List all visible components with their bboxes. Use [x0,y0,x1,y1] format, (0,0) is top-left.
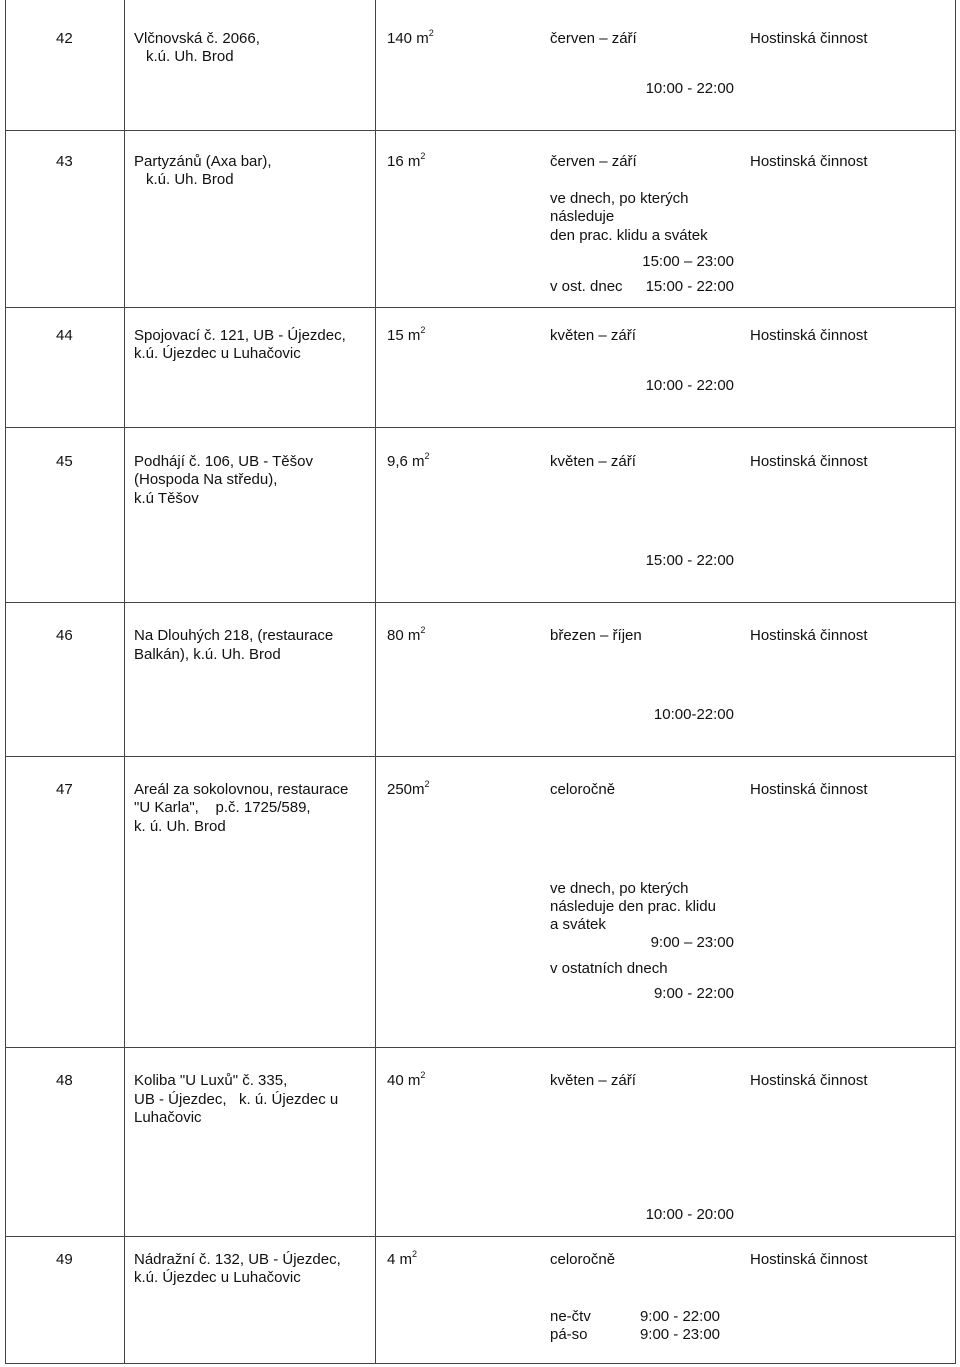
other-days-label: v ost. dnec [550,278,623,295]
column-divider [124,0,125,1364]
location-line: k.ú Těšov [134,490,199,507]
location-line: k.ú. Újezdec u Luhačovic [134,345,301,362]
location-line: Balkán), k.ú. Uh. Brod [134,646,281,663]
row-divider [5,756,956,757]
table-border-right [955,0,956,1364]
row-divider [5,1047,956,1048]
period: celoročně [550,1251,616,1268]
area: 80 $m^2$ [387,625,426,644]
schedule-hours: 9:00 - 22:00 [639,1308,720,1325]
row-divider [5,307,956,308]
area: 140 $m^2$ [387,28,434,47]
operating-hours: 10:00 - 22:00 [645,377,734,394]
other-days-hours: 9:00 - 22:00 [653,985,734,1002]
special-hours: 9:00 – 23:00 [650,934,734,951]
location-line: k. ú. Uh. Brod [134,818,226,835]
schedule-hours: 9:00 - 23:00 [639,1326,720,1343]
location-line: k.ú. Uh. Brod [146,171,234,188]
location-line: Spojovací č. 121, UB - Újezdec, [134,327,346,344]
special-hours: 15:00 – 23:00 [642,253,734,270]
period: květen – září [550,327,636,344]
purpose: Hostinská činnost [750,1072,868,1089]
row-divider [5,427,956,428]
schedule-days: ne-čtv [550,1308,591,1325]
location-line: Koliba "U Luxů" č. 335, [134,1072,288,1089]
schedule-days: pá-so [550,1326,588,1343]
row-number: 48 [56,1072,73,1089]
row-divider [5,602,956,603]
location-line: Luhačovic [134,1109,202,1126]
location-line: Nádražní č. 132, UB - Újezdec, [134,1251,341,1268]
row-number: 46 [56,627,73,644]
location-line: (Hospoda Na středu), [134,471,278,488]
purpose: Hostinská činnost [750,327,868,344]
note-line: a svátek [550,916,606,933]
period: březen – říjen [550,627,642,644]
area: 15 $m^2$ [387,325,426,344]
note-line: den prac. klidu a svátek [550,227,708,244]
location-line: k.ú. Uh. Brod [146,48,234,65]
table-border-left [5,0,6,1364]
row-number: 43 [56,153,73,170]
purpose: Hostinská činnost [750,781,868,798]
location-line: Areál za sokolovnou, restaurace [134,781,349,798]
other-days-label: v ostatních dnech [550,960,668,977]
period: květen – září [550,1072,636,1089]
purpose: Hostinská činnost [750,453,868,470]
area: 9,6 $m^2$ [387,451,430,470]
row-divider [5,1236,956,1237]
operating-hours: 10:00 - 22:00 [645,80,734,97]
note-line: následuje [550,208,615,225]
area: 16 $m^2$ [387,151,426,170]
location-line: UB - Újezdec, k. ú. Újezdec u [134,1091,339,1108]
period: červen – září [550,153,637,170]
location-line: Vlčnovská č. 2066, [134,30,260,47]
other-days-hours: 15:00 - 22:00 [645,278,734,295]
purpose: Hostinská činnost [750,627,868,644]
column-divider [375,0,376,1364]
operating-hours: 15:00 - 22:00 [645,552,734,569]
purpose: Hostinská činnost [750,153,868,170]
row-number: 47 [56,781,73,798]
operating-hours: 10:00-22:00 [653,706,734,723]
row-number: 42 [56,30,73,47]
row-number: 49 [56,1251,73,1268]
row-number: 45 [56,453,73,470]
area: $250m^2$ [387,779,430,798]
row-number: 44 [56,327,73,344]
area: 4 $m^2$ [387,1249,418,1268]
table-border-bottom [5,1363,956,1364]
location-line: Na Dlouhých 218, (restaurace [134,627,334,644]
period: celoročně [550,781,616,798]
note-line: následuje den prac. klidu [550,898,716,915]
period: červen – září [550,30,637,47]
note-line: ve dnech, po kterých [550,190,689,207]
note-line: ve dnech, po kterých [550,880,689,897]
row-divider [5,130,956,131]
period: květen – září [550,453,636,470]
location-line: k.ú. Újezdec u Luhačovic [134,1269,301,1286]
location-line: "U Karla", p.č. 1725/589, [134,799,311,816]
area: 40 $m^2$ [387,1070,426,1089]
location-line: Podhájí č. 106, UB - Těšov [134,453,313,470]
operating-hours: 10:00 - 20:00 [645,1206,734,1223]
purpose: Hostinská činnost [750,30,868,47]
location-line: Partyzánů (Axa bar), [134,153,272,170]
purpose: Hostinská činnost [750,1251,868,1268]
